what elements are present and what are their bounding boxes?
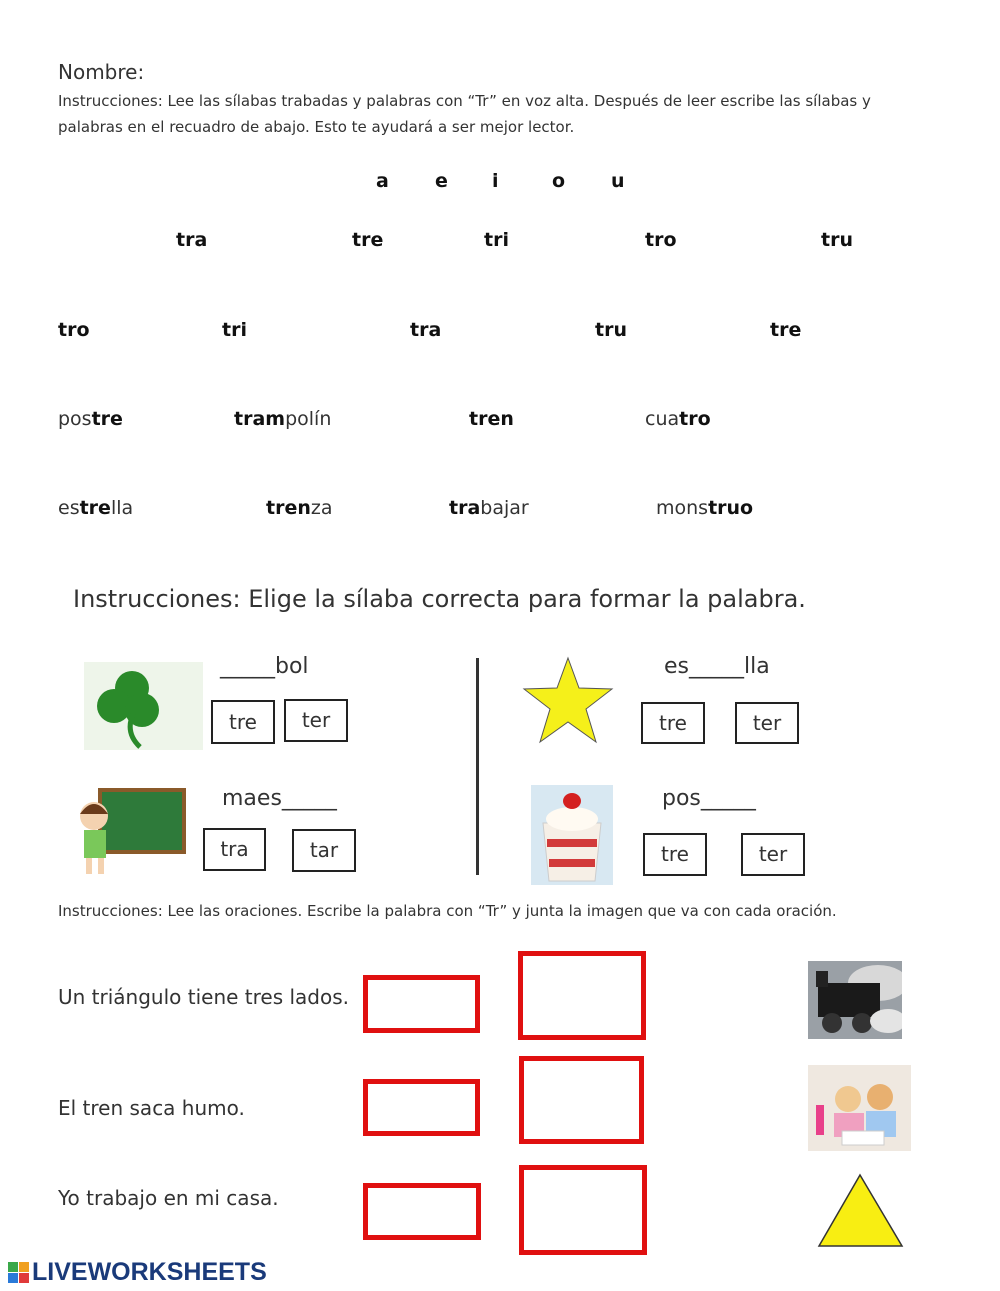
star-icon [520,654,616,746]
sentence: Yo trabajo en mi casa. [58,1186,279,1210]
syllable: tro [58,319,90,341]
sentence: El tren saca humo. [58,1096,245,1120]
teacher-icon [72,786,188,878]
syllable: tri [484,229,509,251]
kids-working-icon[interactable] [808,1065,911,1151]
liveworksheets-logo: LIVEWORKSHEETS [32,1258,267,1286]
option-box[interactable]: ter [741,833,805,876]
instructions-line-2: palabras en el recuadro de abajo. Esto te ayudará a ser mejor lector. [58,118,575,136]
clover-icon [84,662,203,750]
divider [476,658,479,875]
syllable: tru [595,319,627,341]
option-box[interactable]: ter [284,699,348,742]
option-box[interactable]: tra [203,828,266,871]
option-box[interactable]: tre [641,702,705,744]
answer-input[interactable] [363,1079,480,1136]
syllable: tri [222,319,247,341]
answer-input[interactable] [363,975,480,1033]
match-box[interactable] [518,951,646,1040]
word: estrella [58,497,134,519]
answer-input[interactable] [363,1183,481,1240]
option-box[interactable]: ter [735,702,799,744]
match-box[interactable] [519,1165,647,1255]
vowel-o: o [552,170,566,192]
vowel-u: u [611,170,625,192]
match-box[interactable] [519,1056,644,1144]
blank-word: pos_____ [662,786,756,811]
sentence: Un triángulo tiene tres lados. [58,985,350,1009]
section3-instructions: Instrucciones: Lee las oraciones. Escribe la palabra con “Tr” y junta la imagen que va con cada oración. [58,902,837,920]
word: postre [58,408,123,430]
word: trenza [266,497,333,519]
syllable: tre [352,229,384,251]
syllable: tre [770,319,802,341]
vowel-e: e [435,170,448,192]
triangle-icon[interactable] [816,1172,904,1248]
dessert-icon [531,785,613,885]
vowel-i: i [492,170,499,192]
blank-word: maes_____ [222,786,337,811]
name-label: Nombre: [58,60,145,84]
word: cuatro [645,408,711,430]
train-icon[interactable] [808,961,902,1039]
option-box[interactable]: tre [211,700,275,744]
instructions-line-1: Instrucciones: Lee las sílabas trabadas y palabras con “Tr” en voz alta. Después de leer escribe las sílabas y [58,92,871,110]
section2-instructions: Instrucciones: Elige la sílaba correcta para formar la palabra. [73,585,806,613]
option-box[interactable]: tar [292,829,356,872]
vowel-a: a [376,170,389,192]
word: trampolín [234,408,332,430]
syllable: tra [410,319,442,341]
word: monstruo [656,497,754,519]
blank-word: _____bol [220,654,309,679]
liveworksheets-logo-icon [8,1262,30,1284]
option-box[interactable]: tre [643,833,707,876]
blank-word: es_____lla [664,654,770,679]
syllable: tro [645,229,677,251]
word: trabajar [449,497,529,519]
syllable: tru [821,229,853,251]
word: tren [469,408,514,430]
syllable: tra [176,229,208,251]
